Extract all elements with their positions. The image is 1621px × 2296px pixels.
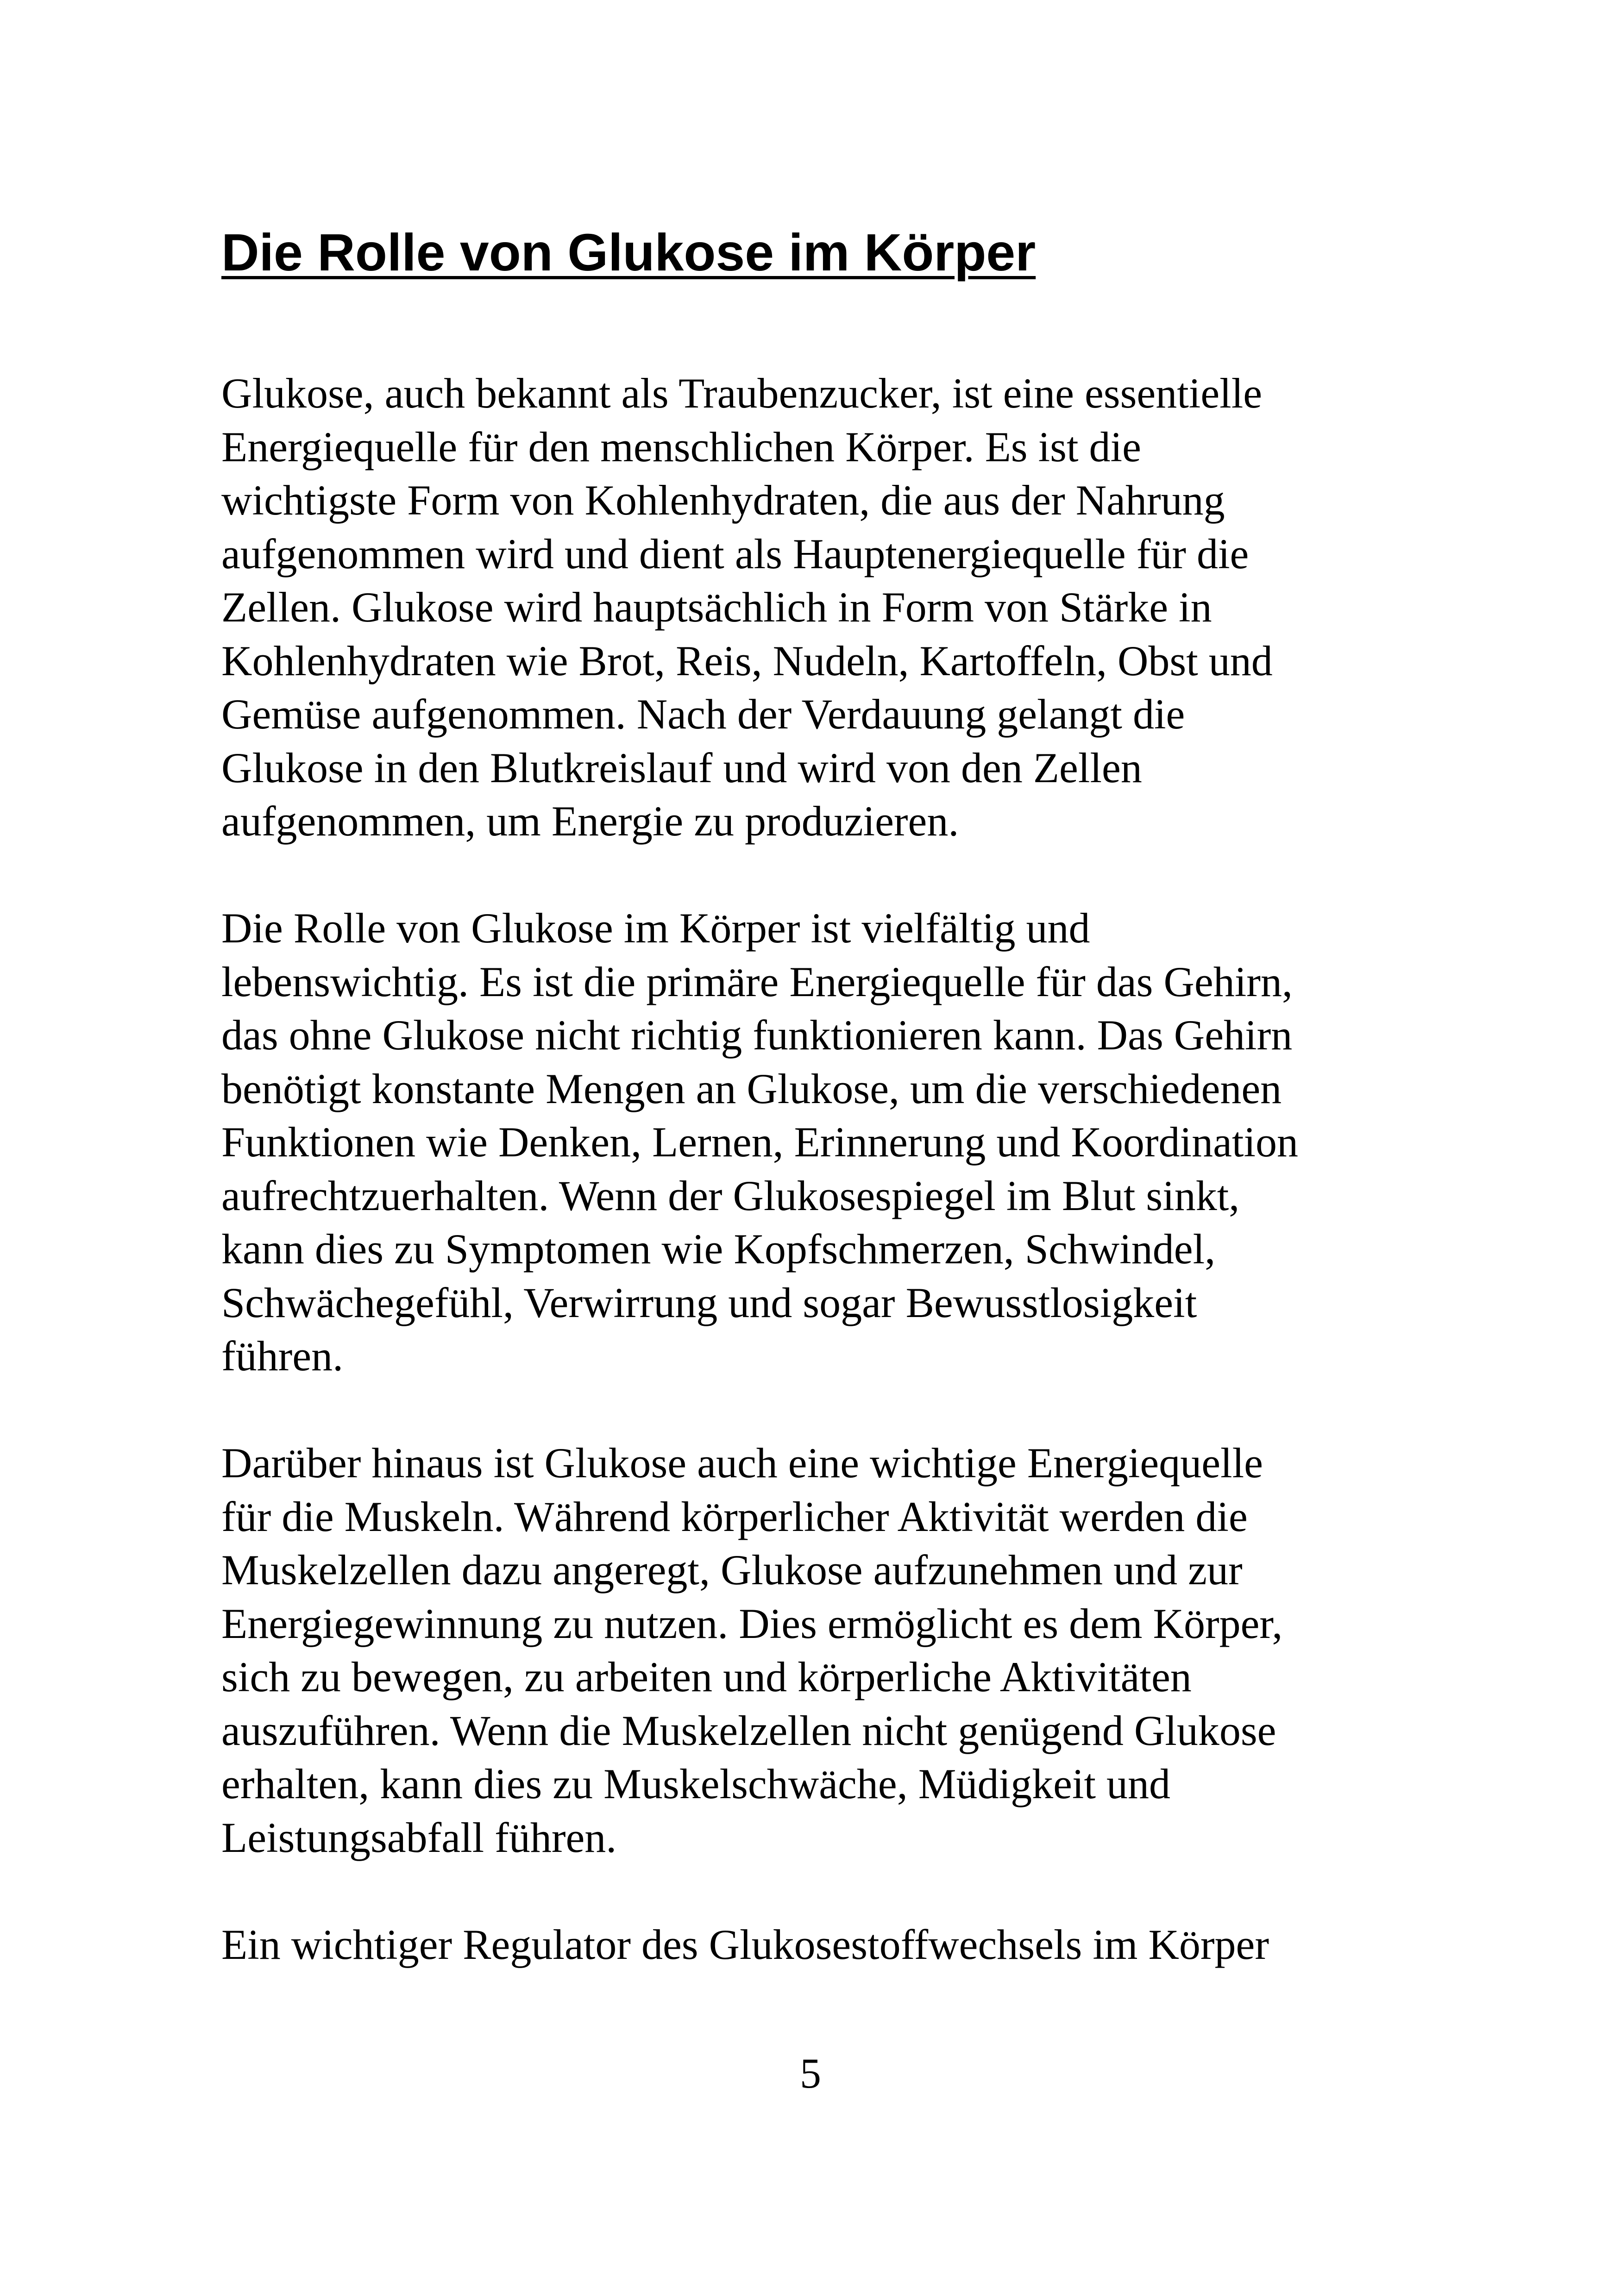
paragraph-4: [221, 1918, 1269, 1972]
page-number: 5: [800, 2050, 821, 2097]
paragraph-line: aufrechtzuerhalten. Wenn der Glukosespiegel im Blut sinkt,: [221, 1172, 1240, 1219]
paragraph-line: Energiequelle für den menschlichen Körper. Es ist die: [221, 423, 1141, 470]
paragraph-line: kann dies zu Symptomen wie Kopfschmerzen, Schwindel,: [221, 1225, 1216, 1273]
paragraph-line: sich zu bewegen, zu arbeiten und körperliche Aktivitäten: [221, 1653, 1192, 1700]
paragraph-line: lebenswichtig. Es ist die primäre Energiequelle für das Gehirn,: [221, 958, 1293, 1005]
paragraph-3: [221, 1437, 1282, 1864]
paragraph-line: Glukose, auch bekannt als Traubenzucker, ist eine essentielle: [221, 370, 1263, 417]
paragraph-line: erhalten, kann dies zu Muskelschwäche, Müdigkeit und: [221, 1760, 1171, 1807]
paragraph-line: benötigt konstante Mengen an Glukose, um die verschiedenen: [221, 1065, 1282, 1112]
paragraph-line: Leistungsabfall führen.: [221, 1813, 617, 1861]
paragraph-line: Kohlenhydraten wie Brot, Reis, Nudeln, Kartoffeln, Obst und: [221, 637, 1273, 684]
paragraph-line: wichtigste Form von Kohlenhydraten, die aus der Nahrung: [221, 477, 1225, 524]
paragraph-2: [221, 902, 1298, 1383]
paragraph-line: Energiegewinnung zu nutzen. Dies ermöglicht es dem Körper,: [221, 1600, 1283, 1647]
paragraph-line: Gemüse aufgenommen. Nach der Verdauung gelangt die: [221, 690, 1185, 738]
paragraph-line: Schwächegefühl, Verwirrung und sogar Bewusstlosigkeit: [221, 1279, 1197, 1326]
page-content: [221, 218, 1426, 1968]
paragraph-line: für die Muskeln. Während körperlicher Aktivität werden die: [221, 1493, 1248, 1540]
paragraph-line: führen.: [221, 1332, 344, 1380]
paragraph-line: Zellen. Glukose wird hauptsächlich in Form von Stärke in: [221, 583, 1212, 631]
paragraph-line: Funktionen wie Denken, Lernen, Erinnerung und Koordination: [221, 1118, 1299, 1166]
paragraph-1: [221, 367, 1273, 848]
paragraph-line: das ohne Glukose nicht richtig funktionieren kann. Das Gehirn: [221, 1011, 1293, 1059]
page-title: Die Rolle von Glukose im Körper: [221, 223, 1036, 282]
paragraph-line: aufgenommen wird und dient als Hauptenergiequelle für die: [221, 530, 1249, 577]
paragraph-line: auszuführen. Wenn die Muskelzellen nicht genügend Glukose: [221, 1706, 1276, 1754]
paragraph-line: Ein wichtiger Regulator des Glukosestoffwechsels im Körper: [221, 1921, 1269, 1968]
paragraph-line: Muskelzellen dazu angeregt, Glukose aufzunehmen und zur: [221, 1546, 1243, 1593]
paragraph-line: aufgenommen, um Energie zu produzieren.: [221, 797, 959, 845]
paragraph-line: Die Rolle von Glukose im Körper ist vielfältig und: [221, 904, 1090, 952]
paragraph-line: Darüber hinaus ist Glukose auch eine wichtige Energiequelle: [221, 1439, 1263, 1487]
paragraph-line: Glukose in den Blutkreislauf und wird von den Zellen: [221, 744, 1142, 791]
